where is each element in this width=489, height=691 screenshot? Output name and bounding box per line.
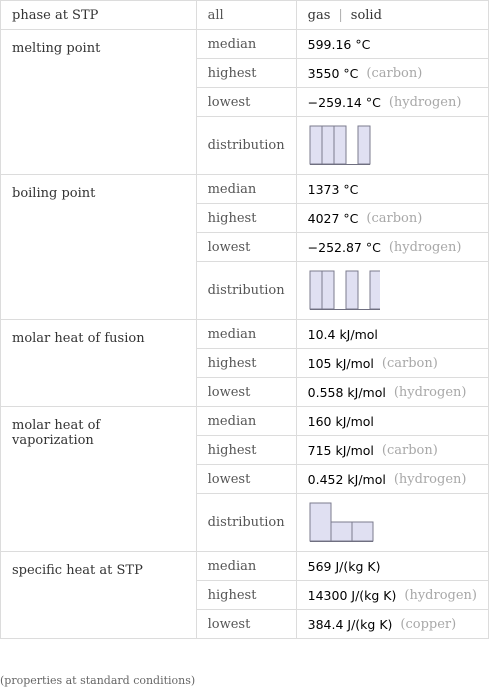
histogram-bar	[310, 126, 322, 164]
histogram-bar	[322, 126, 334, 164]
source-element: (carbon)	[381, 355, 438, 371]
source-element: (copper)	[400, 616, 457, 632]
histogram-bar	[331, 522, 352, 541]
table-row	[1, 175, 489, 204]
property-melting-point: melting point	[12, 41, 101, 56]
melting-point-histogram	[308, 124, 380, 168]
table-row	[1, 407, 489, 436]
heat-vaporization-histogram	[308, 501, 380, 545]
phase-solid: solid	[350, 7, 382, 23]
source-element: (hydrogen)	[388, 239, 462, 255]
source-element: (hydrogen)	[404, 587, 477, 603]
melting-point-median: 599.16 °C	[307, 36, 371, 52]
source-element: (carbon)	[381, 442, 438, 458]
histogram-bar	[358, 126, 370, 164]
highest-label: highest	[207, 442, 257, 458]
histogram-bar	[370, 271, 380, 309]
source-element: (carbon)	[366, 65, 423, 81]
heat-fusion-lowest	[297, 378, 488, 406]
lowest-label: lowest	[207, 616, 251, 632]
property-heat-of-fusion: molar heat of fusion	[12, 331, 145, 346]
histogram-bar	[310, 503, 331, 541]
highest-label: highest	[207, 210, 257, 226]
heat-vaporization-median: 160 kJ/mol	[307, 413, 374, 429]
specific-heat-highest	[297, 581, 488, 609]
table-row	[1, 30, 489, 59]
value: 384.4 J/(kg K)	[307, 616, 393, 632]
distribution-label: distribution	[207, 515, 285, 530]
value: −252.87 °C	[307, 239, 381, 255]
boiling-point-median: 1373 °C	[307, 181, 359, 197]
highest-label: highest	[207, 355, 257, 371]
boiling-point-highest	[297, 204, 488, 232]
source-element: (carbon)	[366, 210, 423, 226]
table-row	[1, 320, 489, 349]
boiling-point-lowest	[297, 233, 488, 261]
highest-label: highest	[207, 587, 257, 603]
source-element: (hydrogen)	[388, 94, 462, 110]
property-boiling-point: boiling point	[12, 186, 96, 201]
heat-fusion-median: 10.4 kJ/mol	[307, 326, 378, 342]
specific-heat-lowest	[297, 610, 488, 638]
header-row	[1, 1, 489, 30]
property-heat-of-vaporization: molar heat of vaporization	[12, 418, 101, 448]
value: 715 kJ/mol	[307, 442, 374, 458]
heat-vaporization-lowest	[297, 465, 488, 493]
lowest-label: lowest	[207, 94, 251, 110]
heat-fusion-highest	[297, 349, 488, 377]
value: 0.452 kJ/mol	[307, 471, 386, 487]
heat-vaporization-highest	[297, 436, 488, 464]
lowest-label: lowest	[207, 471, 251, 487]
table-row	[1, 552, 489, 581]
histogram-bar	[334, 126, 346, 164]
value: 14300 J/(kg K)	[307, 587, 397, 603]
distribution-label: distribution	[207, 138, 285, 153]
source-element: (hydrogen)	[393, 471, 467, 487]
histogram-bar	[346, 271, 358, 309]
histogram-bar	[310, 271, 322, 309]
histogram-bar	[352, 522, 373, 541]
highest-label: highest	[207, 65, 257, 81]
specific-heat-median: 569 J/(kg K)	[307, 558, 381, 574]
value: 4027 °C	[307, 210, 359, 226]
footnote: (properties at standard conditions)	[0, 674, 196, 687]
value: 0.558 kJ/mol	[307, 384, 386, 400]
distribution-label: distribution	[207, 283, 285, 298]
lowest-label: lowest	[207, 239, 251, 255]
source-element: (hydrogen)	[393, 384, 467, 400]
value: 3550 °C	[307, 65, 359, 81]
phase-gas: gas	[307, 7, 331, 23]
melting-point-highest	[297, 59, 488, 87]
lowest-label: lowest	[207, 384, 251, 400]
median-label: median	[207, 413, 257, 429]
header-phase-label: phase at STP	[12, 7, 99, 23]
value: −259.14 °C	[307, 94, 381, 110]
median-label: median	[207, 558, 257, 574]
value: 105 kJ/mol	[307, 355, 374, 371]
property-specific-heat: specific heat at STP	[12, 563, 143, 578]
boiling-point-histogram	[308, 269, 380, 313]
melting-point-lowest	[297, 88, 488, 116]
header-phases	[297, 1, 488, 29]
median-label: median	[207, 326, 257, 342]
median-label: median	[207, 36, 257, 52]
header-all-label: all	[207, 7, 224, 23]
histogram-bar	[322, 271, 334, 309]
phase-separator: |	[338, 7, 343, 23]
median-label: median	[207, 181, 257, 197]
